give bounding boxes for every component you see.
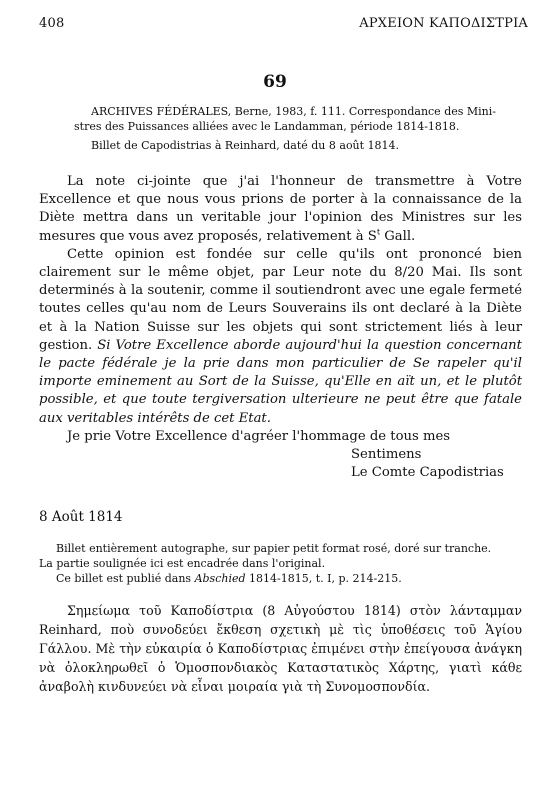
note-line-3-pre: Ce billet est publié dans bbox=[56, 572, 195, 585]
letter-p1-superscript: t bbox=[376, 227, 381, 237]
source-citation bbox=[74, 104, 522, 153]
letter-p2-roman: Cette opinion est fondée sur celle qu'ils ont prononcé bien clairement sur le même objet, par Leur note du 8/20 Mai. Ils sont determinés à la soutenir, comme il soutiendront avec une egale fermeté toutes celles qu'au nom de Leurs Souverains ils ont declaré à la Diète et à la Nation Suisse sur les objets qui sont strictement liés à leur gestion. bbox=[39, 246, 522, 353]
closing-sentimens: Sentimens bbox=[351, 447, 422, 463]
editorial-notes bbox=[39, 541, 522, 586]
note-line-3 bbox=[39, 571, 522, 586]
note-line-1: Billet entièrement autographe, sur papier petit format rosé, doré sur tranche. bbox=[56, 542, 492, 555]
letter-p1-text: La note ci-jointe que j'ai l'honneur de transmettre à Votre Excellence et que nous vous prions de porter à la connaissance de la Diète mettra dans un veritable jour l'opinion des Ministres sur les mesures que vous avez proposés, relativement à S bbox=[39, 174, 522, 244]
note-line-2: La partie soulignée ici est encadrée dans l'original. bbox=[39, 557, 326, 570]
running-title: ΑΡΧΕΙΟΝ ΚΑΠΟΔΙΣΤΡΙΑ bbox=[359, 16, 528, 31]
closing-hommage: Je prie Votre Excellence d'agréer l'hommage de tous mes bbox=[67, 428, 451, 444]
greek-summary-text: Σημείωμα τοῦ Καποδίστρια (8 Αὐγούστου 1814) στὸν λάνταμμαν Reinhard, ποὺ συνοδεύει ἔκθεση σχετικὴ μὲ τὶς ὑποθέσεις τοῦ Ἁγίου Γάλλου. Μὲ τὴν εὐκαιρία ὁ Καποδίστριας ἐπιμένει στὴν ἐπείγουσα ἀνάγκη νὰ ὁλοκληρωθεῖ ὁ Ὁμοσπονδιακὸς Καταστατικὸς Χάρτης, γιατὶ κάθε ἀναβολὴ κινδυνεύει νὰ εἶναι μοιραία γιὰ τὴ Συνομοσπονδία. bbox=[39, 603, 522, 694]
letter-body bbox=[39, 173, 522, 482]
letter-paragraph-1 bbox=[39, 173, 522, 246]
date-line: 8 Août 1814 bbox=[39, 509, 123, 525]
billet-description: Billet de Capodistrias à Reinhard, daté du 8 août 1814. bbox=[91, 139, 400, 152]
archive-line-1: ARCHIVES FÉDÉRALES, Berne, 1983, f. 111. Correspondance des Mini- bbox=[91, 105, 496, 118]
letter-p1-end: Gall. bbox=[380, 228, 416, 244]
letter-closing bbox=[39, 428, 522, 483]
letter-paragraph-2 bbox=[39, 246, 522, 428]
document-number: 69 bbox=[263, 72, 287, 92]
archive-line-2: stres des Puissances alliées avec le Landamman, période 1814-1818. bbox=[74, 120, 460, 133]
running-header bbox=[39, 16, 528, 31]
letter-p2-italic: Si Votre Excellence aborde aujourd'hui la question concernant le pacte fédérale je la prie dans mon particulier de Se rapeler qu'il importe eminement au Sort de la Suisse, qu'Elle en aït un, et le plutôt possible, et que toute tergiversation ulterieure ne peut être que fatale aux veritables intérêts de cet Etat. bbox=[39, 337, 522, 426]
greek-summary bbox=[39, 601, 522, 696]
note-line-3-post: 1814-1815, t. I, p. 214-215. bbox=[245, 572, 402, 585]
note-line-3-italic: Abschied bbox=[194, 572, 246, 585]
signature: Le Comte Capodistrias bbox=[351, 465, 504, 481]
page-number: 408 bbox=[39, 16, 65, 31]
